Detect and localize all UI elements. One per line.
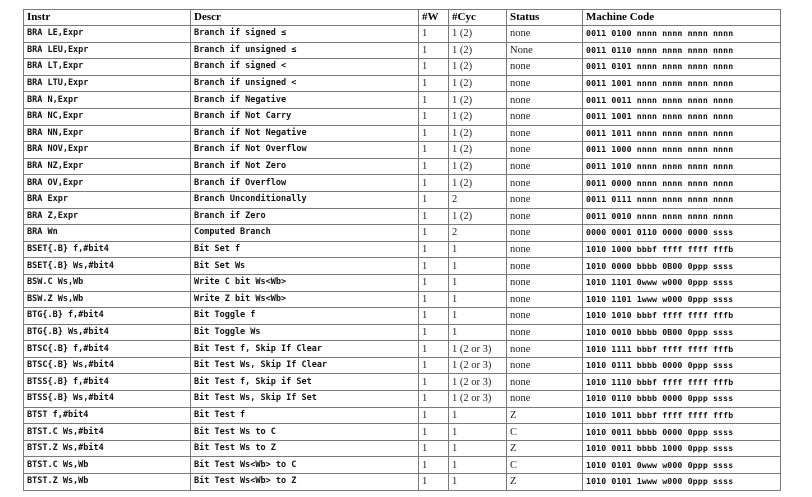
cell-cycles: 1 (2 or 3) <box>449 391 507 408</box>
cell-descr: Computed Branch <box>191 225 419 242</box>
cell-instr: BRA Expr <box>24 191 191 208</box>
cell-instr: BTST.Z Ws,#bit4 <box>24 440 191 457</box>
cell-machine-code: 1010 0111 bbbb 0000 0ppp ssss <box>583 357 781 374</box>
cell-descr: Bit Test f, Skip If Clear <box>191 341 419 358</box>
cell-instr: BSET{.B} f,#bit4 <box>24 241 191 258</box>
cell-cycles: 1 (2) <box>449 142 507 159</box>
cell-machine-code: 1010 0110 bbbb 0000 0ppp ssss <box>583 391 781 408</box>
cell-descr: Bit Set f <box>191 241 419 258</box>
cell-cycles: 1 (2 or 3) <box>449 357 507 374</box>
cell-descr: Branch if Not Zero <box>191 158 419 175</box>
cell-instr: BTSS{.B} Ws,#bit4 <box>24 391 191 408</box>
cell-instr: BRA Z,Expr <box>24 208 191 225</box>
cell-descr: Branch if Overflow <box>191 175 419 192</box>
cell-machine-code: 1010 1010 bbbf ffff ffff fffb <box>583 308 781 325</box>
cell-instr: BSET{.B} Ws,#bit4 <box>24 258 191 275</box>
cell-descr: Branch if Not Negative <box>191 125 419 142</box>
cell-words: 1 <box>419 374 449 391</box>
table-row <box>24 424 781 441</box>
cell-instr: BRA NC,Expr <box>24 108 191 125</box>
cell-words: 1 <box>419 59 449 76</box>
cell-status: none <box>507 142 583 159</box>
cell-cycles: 1 (2) <box>449 75 507 92</box>
cell-descr: Branch if Zero <box>191 208 419 225</box>
cell-cycles: 1 <box>449 474 507 491</box>
table-row <box>24 59 781 76</box>
cell-cycles: 1 (2) <box>449 175 507 192</box>
table-row <box>24 125 781 142</box>
cell-instr: BRA N,Expr <box>24 92 191 109</box>
cell-machine-code: 0011 1001 nnnn nnnn nnnn nnnn <box>583 108 781 125</box>
cell-machine-code: 0011 0000 nnnn nnnn nnnn nnnn <box>583 175 781 192</box>
cell-machine-code: 0011 0111 nnnn nnnn nnnn nnnn <box>583 191 781 208</box>
cell-words: 1 <box>419 175 449 192</box>
cell-instr: BRA LEU,Expr <box>24 42 191 59</box>
cell-words: 1 <box>419 457 449 474</box>
cell-words: 1 <box>419 474 449 491</box>
cell-words: 1 <box>419 274 449 291</box>
cell-machine-code: 0011 1001 nnnn nnnn nnnn nnnn <box>583 75 781 92</box>
cell-cycles: 1 <box>449 291 507 308</box>
cell-words: 1 <box>419 407 449 424</box>
cell-instr: BTST.C Ws,Wb <box>24 457 191 474</box>
table-row <box>24 191 781 208</box>
cell-words: 1 <box>419 26 449 43</box>
table-row <box>24 75 781 92</box>
cell-words: 1 <box>419 291 449 308</box>
cell-cycles: 1 <box>449 258 507 275</box>
cell-words: 1 <box>419 241 449 258</box>
cell-cycles: 1 (2 or 3) <box>449 374 507 391</box>
cell-machine-code: 1010 1111 bbbf ffff ffff fffb <box>583 341 781 358</box>
cell-machine-code: 1010 1000 bbbf ffff ffff fffb <box>583 241 781 258</box>
cell-descr: Branch if signed ≤ <box>191 26 419 43</box>
cell-machine-code: 1010 0101 1www w000 0ppp ssss <box>583 474 781 491</box>
cell-descr: Bit Test Ws, Skip If Set <box>191 391 419 408</box>
cell-instr: BRA LE,Expr <box>24 26 191 43</box>
cell-status: none <box>507 357 583 374</box>
cell-cycles: 1 <box>449 324 507 341</box>
cell-cycles: 1 <box>449 308 507 325</box>
cell-machine-code: 0011 0010 nnnn nnnn nnnn nnnn <box>583 208 781 225</box>
table-row <box>24 308 781 325</box>
cell-status: none <box>507 324 583 341</box>
cell-instr: BRA NN,Expr <box>24 125 191 142</box>
header-instr: Instr <box>24 10 191 26</box>
cell-status: Z <box>507 407 583 424</box>
table-row <box>24 391 781 408</box>
cell-status: none <box>507 274 583 291</box>
cell-words: 1 <box>419 108 449 125</box>
cell-descr: Bit Test Ws to Z <box>191 440 419 457</box>
table-row <box>24 258 781 275</box>
table-row <box>24 26 781 43</box>
cell-machine-code: 0011 1011 nnnn nnnn nnnn nnnn <box>583 125 781 142</box>
cell-descr: Bit Toggle f <box>191 308 419 325</box>
cell-words: 1 <box>419 308 449 325</box>
cell-status: none <box>507 258 583 275</box>
cell-cycles: 1 (2 or 3) <box>449 341 507 358</box>
cell-words: 1 <box>419 440 449 457</box>
table-row <box>24 457 781 474</box>
cell-machine-code: 1010 1101 1www w000 0ppp ssss <box>583 291 781 308</box>
cell-instr: BTSC{.B} Ws,#bit4 <box>24 357 191 374</box>
cell-instr: BTG{.B} Ws,#bit4 <box>24 324 191 341</box>
cell-machine-code: 0011 1000 nnnn nnnn nnnn nnnn <box>583 142 781 159</box>
cell-status: none <box>507 158 583 175</box>
cell-status: none <box>507 391 583 408</box>
cell-instr: BTST f,#bit4 <box>24 407 191 424</box>
cell-machine-code: 0011 0110 nnnn nnnn nnnn nnnn <box>583 42 781 59</box>
cell-instr: BRA Wn <box>24 225 191 242</box>
cell-descr: Branch if signed < <box>191 59 419 76</box>
table-row <box>24 274 781 291</box>
cell-cycles: 1 <box>449 274 507 291</box>
header-descr: Descr <box>191 10 419 26</box>
table-row <box>24 357 781 374</box>
cell-cycles: 2 <box>449 225 507 242</box>
cell-status: Z <box>507 440 583 457</box>
cell-cycles: 1 <box>449 407 507 424</box>
cell-words: 1 <box>419 208 449 225</box>
cell-descr: Write Z bit Ws<Wb> <box>191 291 419 308</box>
cell-descr: Bit Test Ws, Skip If Clear <box>191 357 419 374</box>
cell-status: none <box>507 341 583 358</box>
table-row <box>24 225 781 242</box>
cell-descr: Bit Test Ws to C <box>191 424 419 441</box>
cell-descr: Branch if unsigned < <box>191 75 419 92</box>
cell-machine-code: 1010 0101 0www w000 0ppp ssss <box>583 457 781 474</box>
cell-descr: Branch if Not Overflow <box>191 142 419 159</box>
cell-status: none <box>507 225 583 242</box>
cell-status: none <box>507 26 583 43</box>
cell-instr: BSW.C Ws,Wb <box>24 274 191 291</box>
cell-descr: Branch if Negative <box>191 92 419 109</box>
cell-words: 1 <box>419 75 449 92</box>
cell-status: none <box>507 75 583 92</box>
table-row <box>24 42 781 59</box>
cell-status: none <box>507 191 583 208</box>
table-row <box>24 291 781 308</box>
instruction-table <box>23 9 781 491</box>
cell-words: 1 <box>419 125 449 142</box>
cell-words: 1 <box>419 424 449 441</box>
cell-machine-code: 0011 0011 nnnn nnnn nnnn nnnn <box>583 92 781 109</box>
cell-descr: Bit Test f, Skip if Set <box>191 374 419 391</box>
cell-words: 1 <box>419 191 449 208</box>
cell-machine-code: 1010 1101 0www w000 0ppp ssss <box>583 274 781 291</box>
table-body <box>24 26 781 491</box>
table-row <box>24 142 781 159</box>
cell-status: none <box>507 92 583 109</box>
cell-words: 1 <box>419 258 449 275</box>
cell-cycles: 1 (2) <box>449 108 507 125</box>
cell-descr: Bit Set Ws <box>191 258 419 275</box>
cell-status: none <box>507 108 583 125</box>
table-row <box>24 440 781 457</box>
cell-instr: BRA LTU,Expr <box>24 75 191 92</box>
cell-words: 1 <box>419 158 449 175</box>
table-row <box>24 241 781 258</box>
cell-descr: Bit Toggle Ws <box>191 324 419 341</box>
cell-status: none <box>507 374 583 391</box>
cell-cycles: 1 (2) <box>449 158 507 175</box>
cell-words: 1 <box>419 92 449 109</box>
cell-cycles: 1 <box>449 241 507 258</box>
cell-instr: BTG{.B} f,#bit4 <box>24 308 191 325</box>
table-row <box>24 158 781 175</box>
table-row <box>24 208 781 225</box>
table-header-row <box>24 10 781 26</box>
cell-cycles: 1 (2) <box>449 59 507 76</box>
cell-cycles: 2 <box>449 191 507 208</box>
cell-words: 1 <box>419 357 449 374</box>
cell-status: none <box>507 208 583 225</box>
cell-status: none <box>507 175 583 192</box>
cell-status: none <box>507 59 583 76</box>
table-row <box>24 374 781 391</box>
cell-descr: Bit Test f <box>191 407 419 424</box>
cell-cycles: 1 <box>449 440 507 457</box>
cell-words: 1 <box>419 142 449 159</box>
cell-machine-code: 1010 1110 bbbf ffff ffff fffb <box>583 374 781 391</box>
cell-cycles: 1 (2) <box>449 125 507 142</box>
cell-instr: BTST.Z Ws,Wb <box>24 474 191 491</box>
cell-descr: Write C bit Ws<Wb> <box>191 274 419 291</box>
cell-cycles: 1 <box>449 457 507 474</box>
cell-instr: BTSC{.B} f,#bit4 <box>24 341 191 358</box>
cell-status: none <box>507 308 583 325</box>
cell-instr: BRA LT,Expr <box>24 59 191 76</box>
cell-descr: Branch Unconditionally <box>191 191 419 208</box>
cell-instr: BRA OV,Expr <box>24 175 191 192</box>
cell-status: None <box>507 42 583 59</box>
cell-descr: Branch if unsigned ≤ <box>191 42 419 59</box>
cell-instr: BRA NOV,Expr <box>24 142 191 159</box>
cell-status: none <box>507 125 583 142</box>
cell-machine-code: 1010 1011 bbbf ffff ffff fffb <box>583 407 781 424</box>
instruction-table-container <box>23 9 781 491</box>
cell-descr: Bit Test Ws<Wb> to Z <box>191 474 419 491</box>
cell-status: C <box>507 457 583 474</box>
cell-status: C <box>507 424 583 441</box>
cell-instr: BRA NZ,Expr <box>24 158 191 175</box>
cell-descr: Branch if Not Carry <box>191 108 419 125</box>
cell-status: none <box>507 291 583 308</box>
header-machine-code: Machine Code <box>583 10 781 26</box>
cell-words: 1 <box>419 324 449 341</box>
table-row <box>24 474 781 491</box>
table-row <box>24 407 781 424</box>
cell-words: 1 <box>419 225 449 242</box>
cell-cycles: 1 (2) <box>449 42 507 59</box>
table-row <box>24 175 781 192</box>
cell-machine-code: 0011 0100 nnnn nnnn nnnn nnnn <box>583 26 781 43</box>
cell-words: 1 <box>419 341 449 358</box>
cell-machine-code: 0011 1010 nnnn nnnn nnnn nnnn <box>583 158 781 175</box>
cell-words: 1 <box>419 391 449 408</box>
table-row <box>24 324 781 341</box>
cell-cycles: 1 (2) <box>449 26 507 43</box>
cell-machine-code: 1010 0011 bbbb 1000 0ppp ssss <box>583 440 781 457</box>
cell-cycles: 1 (2) <box>449 92 507 109</box>
cell-machine-code: 1010 0000 bbbb 0B00 0ppp ssss <box>583 258 781 275</box>
header-cycles: #Cyc <box>449 10 507 26</box>
cell-cycles: 1 (2) <box>449 208 507 225</box>
cell-cycles: 1 <box>449 424 507 441</box>
cell-status: none <box>507 241 583 258</box>
table-row <box>24 92 781 109</box>
table-row <box>24 341 781 358</box>
cell-machine-code: 0011 0101 nnnn nnnn nnnn nnnn <box>583 59 781 76</box>
cell-instr: BSW.Z Ws,Wb <box>24 291 191 308</box>
cell-words: 1 <box>419 42 449 59</box>
cell-machine-code: 1010 0011 bbbb 0000 0ppp ssss <box>583 424 781 441</box>
cell-instr: BTST.C Ws,#bit4 <box>24 424 191 441</box>
cell-instr: BTSS{.B} f,#bit4 <box>24 374 191 391</box>
header-status: Status <box>507 10 583 26</box>
cell-machine-code: 1010 0010 bbbb 0B00 0ppp ssss <box>583 324 781 341</box>
header-words: #W <box>419 10 449 26</box>
cell-descr: Bit Test Ws<Wb> to C <box>191 457 419 474</box>
table-row <box>24 108 781 125</box>
cell-status: Z <box>507 474 583 491</box>
cell-machine-code: 0000 0001 0110 0000 0000 ssss <box>583 225 781 242</box>
